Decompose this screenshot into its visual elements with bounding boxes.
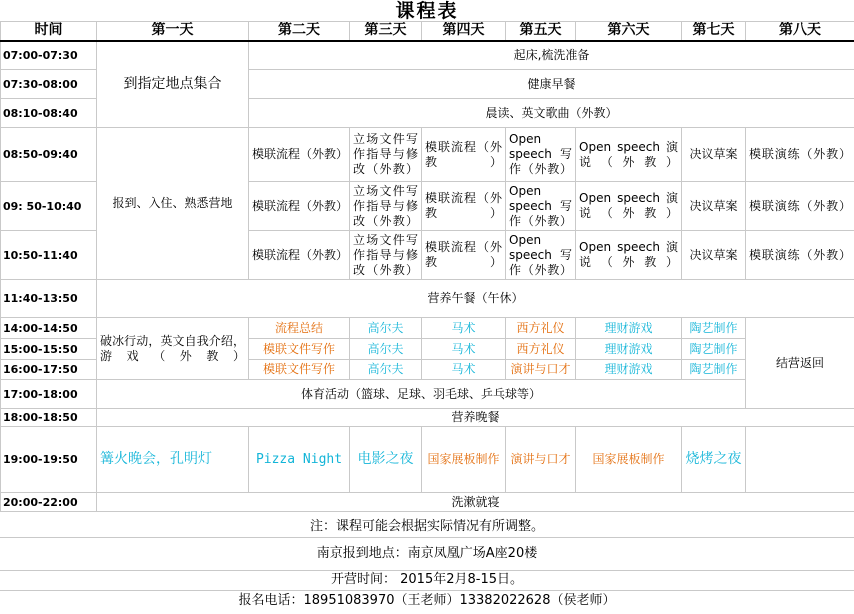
wakeup-cell: 起床,梳洗准备: [249, 41, 854, 70]
class-cell: 马术: [422, 339, 506, 360]
table-row: [1, 280, 854, 318]
class-cell: 理财游戏: [576, 339, 682, 360]
header-day5: 第五天: [506, 22, 576, 41]
day1-afternoon-cell: 破冰行动，英文自我介绍，游戏（外教）: [97, 318, 249, 380]
class-cell: 模联流程（外教）: [422, 128, 506, 182]
evening-cell: Pizza Night: [249, 427, 350, 493]
note-dates: 开营时间： 2015年2月8-15日。: [0, 570, 854, 591]
table-row: [1, 41, 854, 70]
class-cell: 理财游戏: [576, 318, 682, 339]
time-cell: 20:00-22:00: [1, 493, 97, 512]
class-cell: Open speech 演说（外教）: [576, 128, 682, 182]
lunch-cell: 营养午餐（午休）: [97, 280, 854, 318]
class-cell: 立场文件写作指导与修改（外教）: [350, 182, 422, 231]
class-cell: 高尔夫: [350, 360, 422, 380]
class-cell: Open speech 演说（外教）: [576, 231, 682, 280]
class-cell: Open speech 演说（外教）: [576, 182, 682, 231]
table-row: [1, 493, 854, 512]
header-day4: 第四天: [422, 22, 506, 41]
class-cell: 陶艺制作: [682, 339, 746, 360]
bedtime-cell: 洗漱就寝: [97, 493, 854, 512]
class-cell: 模联演练（外教）: [746, 128, 854, 182]
header-day2: 第二天: [249, 22, 350, 41]
class-cell: 流程总结: [249, 318, 350, 339]
time-cell: 09: 50-10:40: [1, 182, 97, 231]
time-cell: 08:10-08:40: [1, 99, 97, 128]
class-cell: 立场文件写作指导与修改（外教）: [350, 128, 422, 182]
note-location: 南京报到地点：南京凤凰广场A座20楼: [0, 537, 854, 571]
evening-cell: 国家展板制作: [576, 427, 682, 493]
time-cell: 14:00-14:50: [1, 318, 97, 339]
table-row: [1, 427, 854, 493]
class-cell: 演讲与口才: [506, 360, 576, 380]
class-cell: 模联流程（外教）: [249, 128, 350, 182]
class-cell: 马术: [422, 360, 506, 380]
page-title: 课程表: [395, 0, 459, 22]
class-cell: 模联流程（外教）: [422, 231, 506, 280]
table-row: [1, 318, 854, 339]
evening-cell: 烧烤之夜: [682, 427, 746, 493]
evening-cell: 演讲与口才: [506, 427, 576, 493]
schedule-table: [0, 21, 854, 512]
class-cell: 模联文件写作: [249, 339, 350, 360]
evening-cell: 电影之夜: [350, 427, 422, 493]
table-row: [1, 380, 854, 409]
class-cell: 模联流程（外教）: [249, 182, 350, 231]
time-cell: 19:00-19:50: [1, 427, 97, 493]
header-day6: 第六天: [576, 22, 682, 41]
time-cell: 16:00-17:50: [1, 360, 97, 380]
header-day8: 第八天: [746, 22, 854, 41]
class-cell: 立场文件写作指导与修改（外教）: [350, 231, 422, 280]
class-cell: 模联流程（外教）: [422, 182, 506, 231]
class-cell: 模联文件写作: [249, 360, 350, 380]
note-adjust: 注：课程可能会根据实际情况有所调整。: [0, 517, 854, 538]
class-cell: 陶艺制作: [682, 318, 746, 339]
class-cell: 高尔夫: [350, 339, 422, 360]
class-cell: 陶艺制作: [682, 360, 746, 380]
class-cell: 西方礼仪: [506, 318, 576, 339]
empty-cell: [746, 427, 854, 493]
header-day7: 第七天: [682, 22, 746, 41]
evening-cell: 国家展板制作: [422, 427, 506, 493]
header-day3: 第三天: [350, 22, 422, 41]
header-day1: 第一天: [97, 22, 249, 41]
dinner-cell: 营养晚餐: [97, 409, 854, 427]
evening-cell: 篝火晚会，孔明灯: [97, 427, 249, 493]
time-cell: 18:00-18:50: [1, 409, 97, 427]
class-cell: 西方礼仪: [506, 339, 576, 360]
closing-cell: 结营返回: [746, 318, 854, 409]
class-cell: Open speech 写作（外教）: [506, 128, 576, 182]
class-cell: Open speech 写作（外教）: [506, 231, 576, 280]
class-cell: 模联演练（外教）: [746, 182, 854, 231]
sports-cell: 体育活动（篮球、足球、羽毛球、乒乓球等）: [97, 380, 746, 409]
class-cell: 模联演练（外教）: [746, 231, 854, 280]
reading-cell: 晨读、英文歌曲（外教）: [249, 99, 854, 128]
class-cell: 决议草案: [682, 231, 746, 280]
class-cell: 模联流程（外教）: [249, 231, 350, 280]
table-row: [1, 128, 854, 182]
time-cell: 08:50-09:40: [1, 128, 97, 182]
day1-morning-cell: 到指定地点集合: [97, 41, 249, 128]
header-time: 时间: [1, 22, 97, 41]
time-cell: 15:00-15:50: [1, 339, 97, 360]
time-cell: 07:30-08:00: [1, 70, 97, 99]
class-cell: 决议草案: [682, 182, 746, 231]
class-cell: 高尔夫: [350, 318, 422, 339]
header-row: [1, 22, 854, 41]
time-cell: 11:40-13:50: [1, 280, 97, 318]
time-cell: 10:50-11:40: [1, 231, 97, 280]
class-cell: 理财游戏: [576, 360, 682, 380]
note-phone: 报名电话：18951083970（王老师）13382022628（侯老师）: [238, 593, 616, 608]
class-cell: Open speech 写作（外教）: [506, 182, 576, 231]
day1-checkin-cell: 报到、入住、熟悉营地: [97, 128, 249, 280]
class-cell: 马术: [422, 318, 506, 339]
class-cell: 决议草案: [682, 128, 746, 182]
time-cell: 17:00-18:00: [1, 380, 97, 409]
time-cell: 07:00-07:30: [1, 41, 97, 70]
breakfast-cell: 健康早餐: [249, 70, 854, 99]
table-row: [1, 409, 854, 427]
